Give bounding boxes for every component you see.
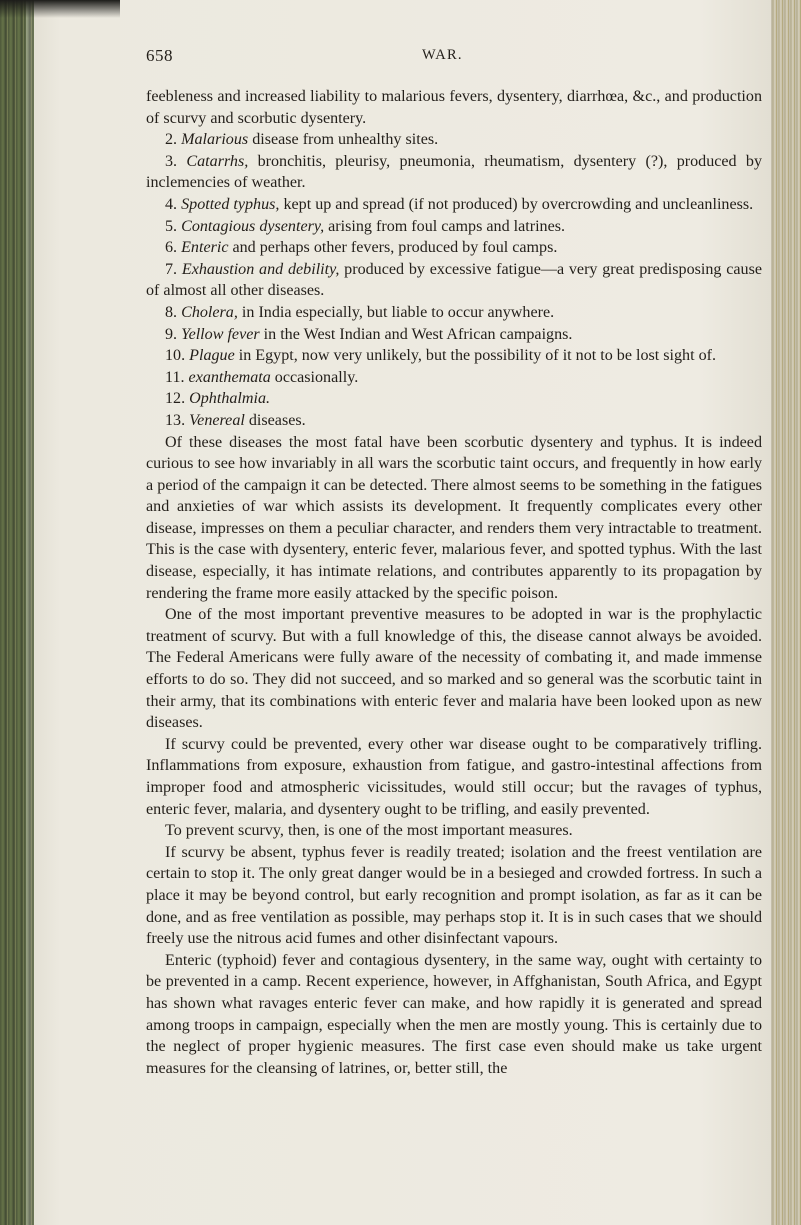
body-paragraph: One of the most important preventive measures to be adopted in war is the prophylactic treatment of scurvy. But with a full knowledge of this, the disease cannot always be avoided. The Federal Americans were fully aware of the necessity of combating it, and made immense efforts to do so. They did not succeed, and so marked and so general was the scorbutic taint in their army, that its combinations with enteric fever and malaria have been looked upon as new diseases. [146,606,762,732]
disease-term: Cholera, [181,303,238,321]
disease-term: Exhaustion and debility, [181,260,340,278]
body-paragraph: To prevent scurvy, then, is one of the most important measures. [165,822,573,840]
list-item: 4. Spotted typhus, kept up and spread (if not produced) by overcrowding and uncleanliness. [165,195,754,213]
disease-term: Venereal [189,411,245,429]
page-edges [771,0,801,1225]
page-header [146,46,766,68]
body-paragraph: If scurvy could be prevented, every other war disease ought to be comparatively trifling. Inflammations from exposure, exhaustion from fatigue, and gastro-intestinal affections from improper food and atmospheric vicissitudes, would still occur; but the ravages of typhus, enteric fever, malaria, and dysentery ought to be trifling, and easily prevented. [146,735,762,818]
list-item: 7. Exhaustion and debility, produced by excessive fatigue—a very great predisposing cause of almost all other diseases. [146,260,762,300]
body-paragraph: If scurvy be absent, typhus fever is readily treated; isolation and the freest ventilation are certain to stop it. The only great danger would be in a besieged and crowded fortress. In such a place it may be beyond control, but early recognition and prompt isolation, as far as it can be done, and as free ventilation as possible, may perhaps stop it. It is in such cases that we should freely use the nitrous acid fumes and other disinfectant vapours. [146,843,762,948]
corner-shadow [0,0,120,18]
disease-term: Contagious dysentery, [181,217,325,235]
list-item: 8. Cholera, in India especially, but liable to occur anywhere. [165,303,555,321]
disease-term: Yellow fever [181,325,260,343]
list-item: 6. Enteric and perhaps other fevers, produced by foul camps. [165,239,558,257]
list-item: 10. Plague in Egypt, now very unlikely, but the possibility of it not to be lost sight of. [165,347,717,365]
body-paragraph: Of these diseases the most fatal have been scorbutic dysentery and typhus. It is indeed curious to see how invariably in all wars the scorbutic taint occurs, and frequently in how early a period of the campaign it can be detected. There almost seems to be something in the fatigues and anxieties of war which assists its development. It frequently complicates every other disease, impresses on them a peculiar character, and renders them very intractable to treatment. This is the case with dysentery, enteric fever, malarious fever, and spotted typhus. With the last disease, especially, it has intimate relations, and contributes apparently to its propagation by rendering the frame more easily attacked by the specific poison. [146,433,762,602]
list-item: 11. exanthemata occasionally. [165,368,359,386]
list-item: 5. Contagious dysentery, arising from foul camps and latrines. [165,217,566,235]
disease-term: Spotted typhus, [181,195,280,213]
page-number: 658 [146,46,173,65]
disease-term: Ophthalmia. [189,390,271,408]
disease-term: Plague [189,347,235,365]
page-body [146,86,762,1079]
list-item: 12. Ophthalmia. [165,390,271,408]
list-item-continuation: feebleness and increased liability to malarious fevers, dysentery, diarrhœa, &c., and production of scurvy and scorbutic dysentery. [146,88,762,127]
list-item: 2. Malarious disease from unhealthy sites. [165,131,439,149]
disease-term: Enteric [181,239,229,257]
list-item: 13. Venereal diseases. [165,411,306,429]
body-paragraph: Enteric (typhoid) fever and contagious dysentery, in the same way, ought with certainty to be prevented in a camp. Recent experience, however, in Affghanistan, South Africa, and Egypt has shown what ravages enteric fever can make, and how rapidly it is generated and spread among troops in campaign, especially when the men are mostly young. This is certainly due to the neglect of proper hygienic measures. The first case even should make us take urgent measures for the cleansing of latrines, or, better still, the [146,951,762,1077]
list-item: 9. Yellow fever in the West Indian and West African campaigns. [165,325,573,343]
disease-term: Catarrhs, [186,152,249,170]
running-head: WAR. [422,47,463,63]
disease-term: Malarious [181,131,249,149]
list-item: 3. Catarrhs, bronchitis, pleurisy, pneumonia, rheumatism, dysentery (?), produced by inclemencies of weather. [146,152,762,192]
book-spine [0,0,34,1225]
disease-term: exanthemata [188,368,271,386]
